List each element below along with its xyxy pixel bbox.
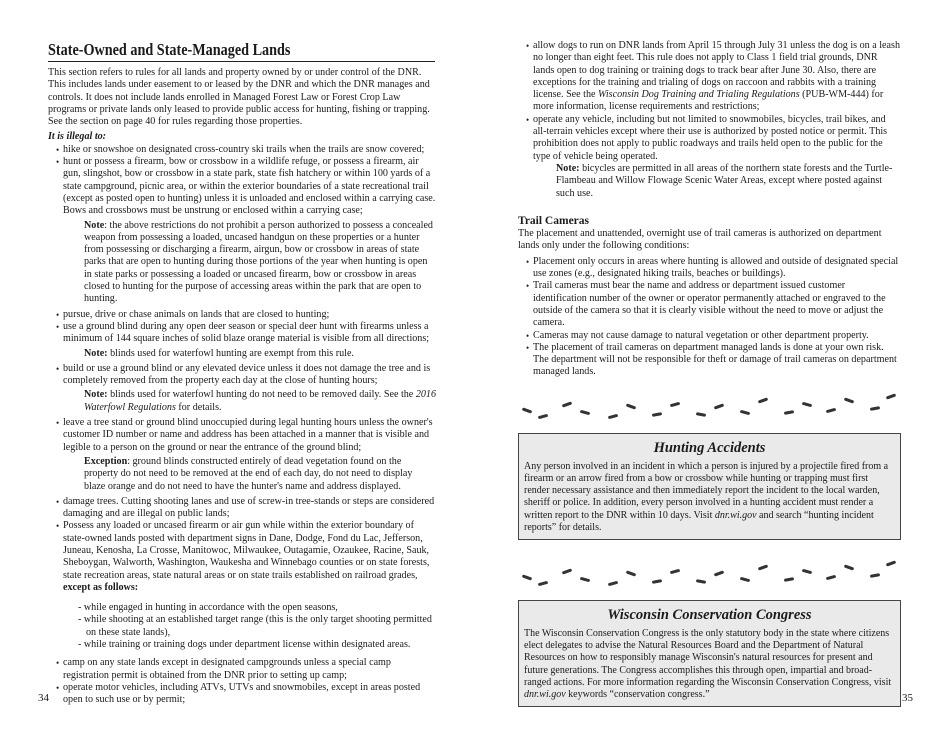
hunting-accidents-title: Hunting Accidents	[653, 439, 766, 456]
track-mark	[784, 577, 794, 582]
illegal-list	[48, 363, 436, 388]
exception-note	[48, 456, 436, 493]
right-page	[518, 40, 901, 707]
note-text: blinds used for waterfowl hunting do not need to be removed daily. See the	[107, 389, 416, 401]
exception-item: - while shooting at an established target range (this is the only target shooting permitted on these state lands),	[78, 614, 432, 638]
dnr-link[interactable]: dnr.wi.gov	[714, 509, 757, 521]
track-mark	[740, 409, 750, 414]
track-mark	[696, 412, 706, 417]
note-label: Note:	[84, 347, 108, 359]
list-item: • Trail cameras must bear the name and address or department issued customer identification number of the owner or operator permanently attached or engraved to the outside of the camera so that it is clearly visible without the need to move or adjust the camera.	[528, 280, 901, 329]
track-mark	[580, 409, 590, 414]
list-item: • operate any vehicle, including but not limited to snowmobiles, bicycles, trail bikes, and all-terrain vehicles except where their use is authorized by posted notice or permit. This prohibition does not apply to public roadways and trails held open to the public for the type of vehicle being operated.	[528, 114, 901, 163]
track-mark	[626, 403, 636, 409]
conservation-congress-title: Wisconsin Conservation Congress	[607, 606, 812, 623]
track-mark	[562, 401, 572, 407]
illegal-list-continued	[518, 40, 901, 163]
track-mark	[626, 570, 636, 576]
hunting-accidents-text: Any person involved in an incident in which a person is injured by a projectile fired from a firearm or an arrow fired from a bow or crossbow while hunting or trapping must first render necessary assistance and then immediately report the incident to the local warden, sheriff or police. In addition, every person involved in a hunting accident must render a written report to the DNR within 10 days. Visit dnr.wi.gov and search “hunting incident reports” for details.	[524, 460, 889, 533]
dog-training-regulations-ref: Wisconsin Dog Training and Trialing Regulations	[598, 89, 800, 101]
list-item-text: (PUB-WM-444) for more information, license requirements and restrictions;	[533, 89, 884, 113]
conservation-congress-text: The Wisconsin Conservation Congress is the only statutory body in the state where citizens elect delegates to advise the Natural Resources Board and the Department of Natural Resources on how to responsibly manage Wisconsin's natural resources for present and future generations. The Congress accomplishes this through open, impartial and broad-ranged actions. For more information regarding the Wisconsin Conservation Congress, visit dnr.wi.gov keywords “conservation congress.”	[524, 627, 892, 700]
trail-camera-conditions	[518, 256, 901, 379]
list-item: • hike or snowshoe on designated cross-country ski trails when the trails are snow covered;	[58, 144, 436, 156]
track-mark	[784, 410, 794, 415]
track-mark	[886, 393, 896, 399]
list-item: • hunt or possess a firearm, bow or crossbow in a wildlife refuge, or possess a firearm, air gun, slingshot, bow or crossbow in a state park, state fish hatchery or within 100 yards of a state campground, picnic area, or within the exterior boundaries of a state recreational trail (except as posted open to hunting) unless it is unloaded and enclosed within a carrying case. Bows and crossbows must be unstrung or enclosed within a carrying case;	[58, 156, 436, 217]
page-title: State-Owned and State-Managed Lands	[48, 40, 435, 62]
list-item: • operate motor vehicles, including ATVs, UTVs and snowmobiles, except in areas posted open to such use or by permit;	[58, 682, 436, 707]
track-mark	[886, 560, 896, 566]
track-mark	[608, 581, 618, 586]
track-mark	[802, 569, 812, 574]
list-item: • The placement of trail cameras on department managed lands is done at your own risk. The department will not be responsible for theft or damage of trail cameras on department managed lands.	[528, 342, 901, 379]
list-item: • Cameras may not cause damage to natural vegetation or other department property.	[528, 330, 901, 342]
dnr-link[interactable]: dnr.wi.gov	[524, 688, 566, 700]
list-item-text: Possess any loaded or uncased firearm or air gun while within the exterior boundary of state-owned lands posted with department signs in Dane, Dodge, Fond du Lac, Jefferson, Juneau, Kenosha, La Crosse, Manitowoc, Milwaukee, Outagamie, Ozaukee, Racine, Sauk, Sheboygan, Walworth, Washington, Waukesha and Winnebago counties or on state forests, state recreation areas, state natural areas or on state trails established on railroad grades,	[63, 520, 430, 581]
exception-item: - while engaged in hunting in accordance with the open seasons,	[78, 602, 338, 614]
illegal-list	[48, 496, 436, 594]
conservation-congress-box	[518, 600, 901, 707]
track-mark	[538, 581, 548, 586]
note-label: Note	[84, 219, 105, 231]
track-mark	[608, 413, 618, 418]
track-mark	[802, 401, 812, 406]
decorative-tracks-divider	[518, 558, 901, 590]
list-item: • pursue, drive or chase animals on lands that are closed to hunting;	[58, 309, 436, 321]
track-mark	[826, 575, 836, 580]
track-mark	[538, 413, 548, 418]
track-mark	[826, 407, 836, 412]
list-item	[58, 520, 436, 594]
left-page	[48, 0, 436, 707]
track-mark	[844, 397, 854, 403]
track-mark	[562, 568, 572, 574]
track-mark	[652, 412, 662, 417]
list-item: • use a ground blind during any open deer season or special deer hunt with firearms unless a minimum of 144 square inches of solid blaze orange material is visible from all directions;	[58, 321, 436, 346]
list-item: • Placement only occurs in areas where hunting is allowed and outside of designated special use zones (e.g., designated hiking trails, beaches or buildings).	[528, 256, 901, 281]
track-mark	[696, 579, 706, 584]
track-mark	[652, 579, 662, 584]
illegal-list	[48, 657, 436, 706]
track-mark	[670, 569, 680, 574]
intro-paragraph: This section refers to rules for all lands and property owned by or under control of the DNR. This includes lands under easement to or leased by the DNR and which the DNR manages and controls. It does not include lands enrolled in Managed Forest Law or Forest Crop Law programs or private lands only leased to provide public access for hunting, fishing or trapping. See the section on page 40 for rules regarding those properties.	[48, 67, 430, 128]
track-mark	[580, 577, 590, 582]
track-mark	[714, 570, 724, 576]
note-label: Note:	[556, 162, 580, 174]
waterfowl-regulations-ref: 2016 Waterfowl Regulations	[84, 389, 436, 413]
hunting-accidents-box	[518, 433, 901, 540]
track-mark	[522, 574, 532, 580]
note-waterfowl-exempt	[48, 348, 436, 360]
track-mark	[870, 573, 880, 578]
track-mark	[870, 406, 880, 411]
illegal-list	[48, 417, 436, 454]
exception-label: Exception	[84, 455, 128, 467]
note-waterfowl-daily	[48, 389, 436, 414]
note-label: Note:	[84, 389, 108, 401]
track-mark	[714, 403, 724, 409]
list-item: • damage trees. Cutting shooting lanes and use of screw-in tree-stands or steps are considered damaging and are illegal on public lands;	[58, 496, 436, 521]
track-mark	[844, 564, 854, 570]
list-item: • build or use a ground blind or any elevated device unless it does not damage the tree and is completely removed from the property each day at the close of hunting hours;	[58, 363, 436, 388]
note-text: blinds used for waterfowl hunting are exempt from this rule.	[107, 347, 354, 359]
exception-item: - while training or training dogs under department license within designated areas.	[78, 639, 411, 651]
track-mark	[740, 577, 750, 582]
page-number-right: 35	[902, 692, 913, 704]
list-item: • leave a tree stand or ground blind unoccupied during legal hunting hours unless the owner's customer ID number or name and address has been attached in a manner that is visible and legible to a person on the ground or near the entrance of the ground blind;	[58, 417, 436, 454]
list-item-text: allow dogs to run on DNR lands from April 15 through July 31 unless the dog is on a leash no longer than eight feet. This rule does not apply to Class 1 field trial grounds, DNR lands open to dog training or training dogs to track bear after June 30. Also, there are exceptions for the training and trialing of dogs on raccoon and rabbits with a training license. See the	[533, 40, 900, 101]
track-mark	[758, 564, 768, 570]
except-label: except as follows:	[63, 581, 139, 593]
illegal-heading: It is illegal to:	[48, 131, 107, 143]
note-text: bicycles are permitted in all areas of the northern state forests and the Turtle-Flambeau and Willow Flowage Scenic Water Areas, except where posted against such use.	[556, 162, 893, 199]
illegal-list	[48, 144, 436, 218]
note-text: for details.	[175, 401, 222, 413]
decorative-tracks-divider	[518, 391, 901, 423]
track-mark	[758, 397, 768, 403]
page-number-left: 34	[38, 692, 49, 704]
note-concealed-weapon	[48, 220, 436, 306]
list-item	[528, 40, 901, 114]
note-text: : the above restrictions do not prohibit a person authorized to possess a concealed weapon from possessing a loaded, uncased handgun on these properties or a hunter from possessing or discharging a firearm, airgun, bow or crossbow in areas of state parks that are open to hunting during those portions of the year when hunting is open in state parks or possessing a loaded or uncased firearm, bow or crossbow in areas closed to hunting for the purpose of accessing areas within the park that are open to hunting.	[84, 219, 433, 305]
trail-cameras-intro: The placement and unattended, overnight use of trail cameras is authorized on department lands only under the following conditions:	[518, 228, 882, 252]
note-bicycles	[518, 163, 901, 200]
trail-cameras-heading: Trail Cameras	[518, 214, 590, 227]
exception-text: : ground blinds constructed entirely of dead vegetation found on the property do not need to be removed at the end of each day, do not need to display blaze orange and do not need to have the hunter's name and address displayed.	[84, 455, 413, 492]
track-mark	[670, 401, 680, 406]
illegal-list	[48, 309, 436, 346]
track-mark	[522, 407, 532, 413]
list-item: • camp on any state lands except in designated campgrounds unless a special camp registration permit is obtained from the DNR prior to setting up camp;	[58, 657, 436, 682]
exception-list	[48, 602, 436, 651]
